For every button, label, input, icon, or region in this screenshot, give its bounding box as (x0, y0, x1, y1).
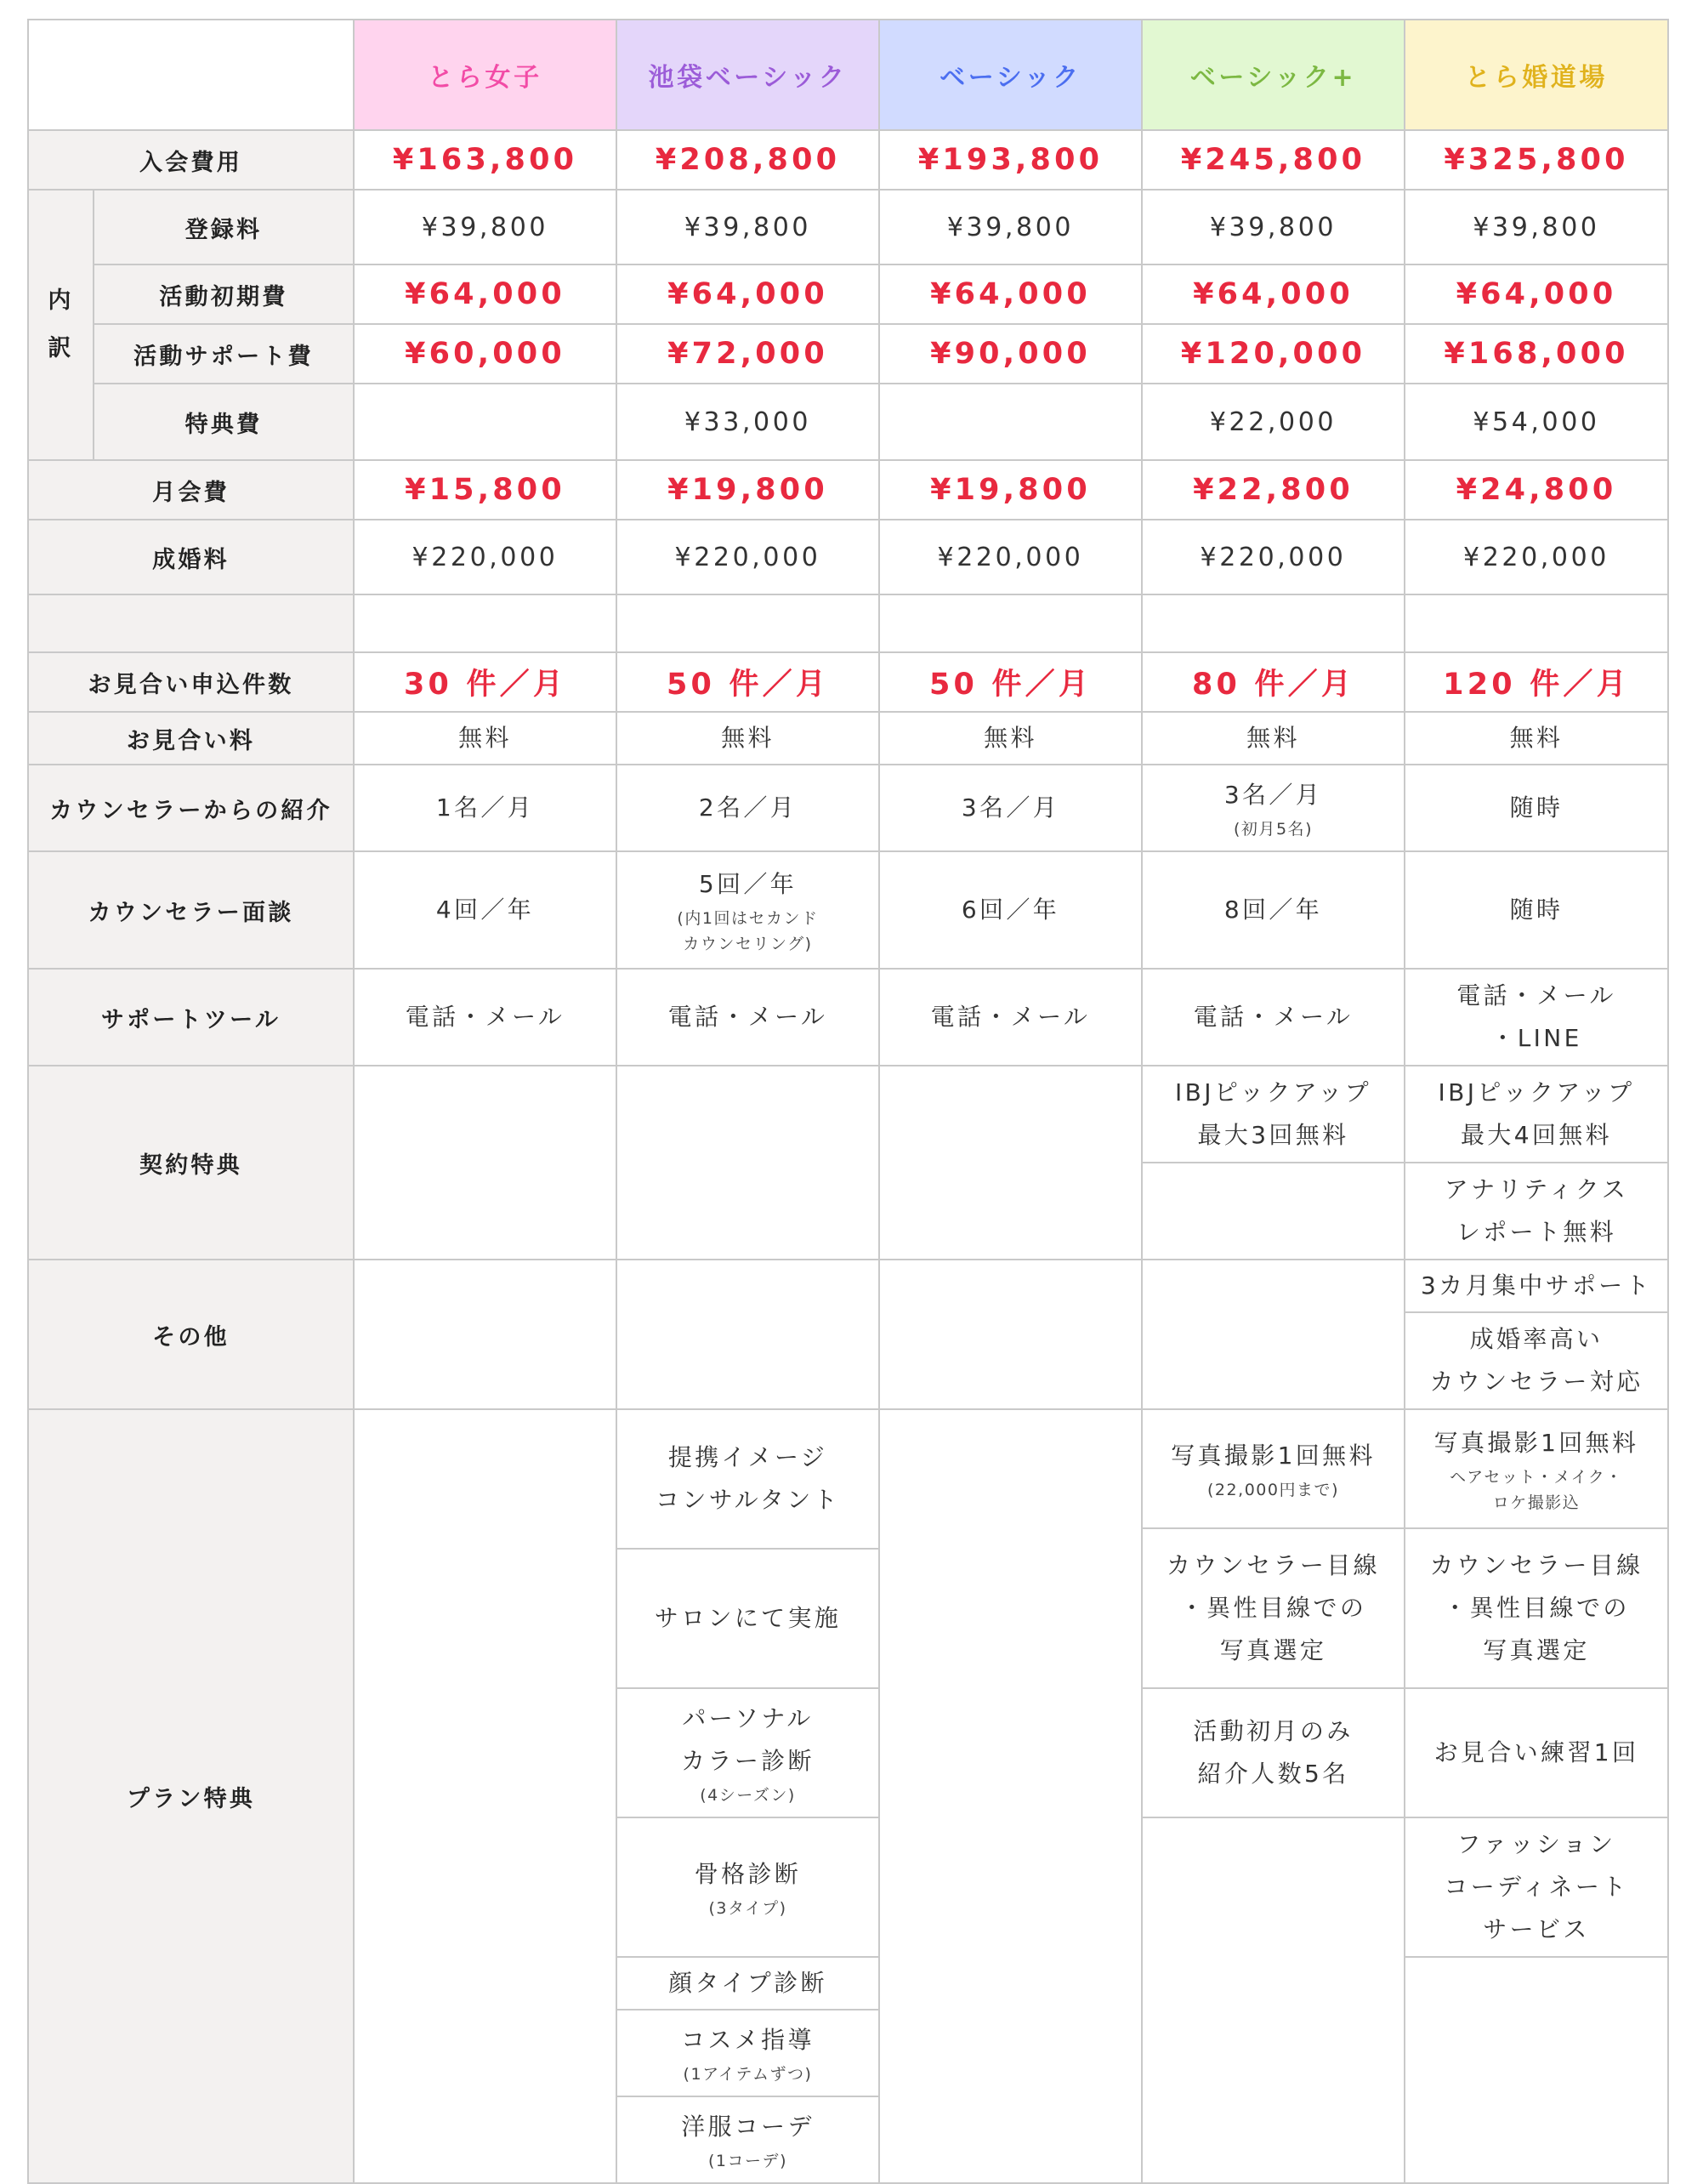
empty-cell (879, 1260, 1142, 1409)
value-cell: ¥64,000 (616, 264, 879, 324)
value-cell: ¥220,000 (1142, 520, 1405, 594)
benefit-cell (1142, 1688, 1405, 1817)
value-note: (22,000円まで) (1206, 1481, 1340, 1499)
value-text: カウンセラー目線 (1167, 1551, 1380, 1579)
benefit-cell (1405, 1312, 1668, 1409)
value-text: IBJピックアップ (1175, 1078, 1371, 1106)
value-text: 骨格診断 (694, 1860, 802, 1888)
plan-header-basic (879, 20, 1142, 130)
value-cell: ¥19,800 (616, 460, 879, 520)
benefit-cell (1142, 1528, 1405, 1688)
value-cell: 4回／年 (354, 851, 616, 969)
benefit-cell (1405, 1163, 1668, 1260)
row-registration-fee (28, 190, 1668, 264)
value-cell: 随時 (1405, 765, 1668, 851)
empty-cell (879, 1066, 1142, 1260)
value-cell: 6回／年 (879, 851, 1142, 969)
value-cell: ¥168,000 (1405, 324, 1668, 384)
row-other (28, 1260, 1668, 1312)
value-cell: ¥72,000 (616, 324, 879, 384)
value-note: (1アイテムずつ) (683, 2065, 813, 2084)
row-counselor-interview (28, 851, 1668, 969)
value-note: (3タイプ) (708, 1899, 787, 1918)
value-text: 洋服コーデ (681, 2113, 815, 2141)
row-label: 成婚料 (28, 520, 354, 594)
value-cell: ¥64,000 (1405, 264, 1668, 324)
benefit-cell (616, 1817, 879, 1957)
row-plan-benefit (28, 1409, 1668, 1528)
value-note: ロケ撮影込 (1492, 1493, 1581, 1512)
value-cell: ¥325,800 (1405, 130, 1668, 190)
value-cell: 無料 (879, 712, 1142, 765)
value-cell: 50 件／月 (616, 652, 879, 712)
value-cell: 30 件／月 (354, 652, 616, 712)
value-note: (4シーズン) (700, 1786, 796, 1805)
value-cell (879, 384, 1142, 460)
value-text: 最大3回無料 (1197, 1121, 1349, 1149)
benefit-cell (616, 2010, 879, 2096)
row-label: 活動初期費 (94, 264, 354, 324)
value-cell: 電話・メール (879, 969, 1142, 1066)
plan-name: 池袋ベーシック (648, 63, 848, 93)
benefit-cell (1405, 1817, 1668, 1957)
benefit-cell (1405, 1066, 1668, 1163)
value-cell: ¥33,000 (616, 384, 879, 460)
value-cell: ¥120,000 (1142, 324, 1405, 384)
empty-cell (879, 1409, 1142, 2183)
value-cell: ¥208,800 (616, 130, 879, 190)
row-label: お見合い料 (28, 712, 354, 765)
value-cell: ¥220,000 (879, 520, 1142, 594)
value-cell: 1名／月 (354, 765, 616, 851)
value-text: カウンセラー目線 (1429, 1551, 1643, 1579)
plan-name: とら女子 (428, 63, 542, 93)
row-omiai-applications (28, 652, 1668, 712)
value-cell: ¥163,800 (354, 130, 616, 190)
value-note: (1コーデ) (707, 2152, 788, 2170)
value-text: 活動初月のみ (1193, 1717, 1354, 1745)
value-cell (1405, 969, 1668, 1066)
value-text: アナリティクス (1444, 1175, 1629, 1203)
value-text: 写真選定 (1483, 1636, 1590, 1664)
empty-cell (616, 1260, 879, 1409)
value-cell: ¥220,000 (354, 520, 616, 594)
value-cell: ¥64,000 (1142, 264, 1405, 324)
value-cell: ¥15,800 (354, 460, 616, 520)
row-counselor-introduction (28, 765, 1668, 851)
value-cell: 2名／月 (616, 765, 879, 851)
value-text: 電話・メール (1456, 981, 1616, 1010)
value-cell: ¥19,800 (879, 460, 1142, 520)
plan-name: ベーシック+ (1189, 63, 1357, 93)
value-cell: ¥39,800 (354, 190, 616, 264)
breakdown-char: 内 (48, 287, 74, 314)
row-initial-activity-fee (28, 264, 1668, 324)
value-text: ・異性目線での (1179, 1594, 1367, 1622)
plan-name: ベーシック (940, 63, 1081, 93)
row-benefit-fee (28, 384, 1668, 460)
value-cell: 電話・メール (1142, 969, 1405, 1066)
row-label: 契約特典 (28, 1066, 354, 1260)
value-cell: ¥39,800 (879, 190, 1142, 264)
spacer-cell (1142, 594, 1405, 652)
row-contract-benefit (28, 1066, 1668, 1163)
value-cell: 無料 (616, 712, 879, 765)
benefit-cell (1405, 1528, 1668, 1688)
value-cell (354, 384, 616, 460)
value-cell: ¥22,000 (1142, 384, 1405, 460)
spacer-cell (616, 594, 879, 652)
value-text: 写真選定 (1219, 1636, 1327, 1664)
value-cell: 電話・メール (354, 969, 616, 1066)
value-text: 写真撮影1回無料 (1433, 1429, 1639, 1457)
benefit-cell: 顔タイプ診断 (616, 1957, 879, 2010)
row-label: 入会費用 (28, 130, 354, 190)
benefit-cell (616, 1409, 879, 1549)
value-cell: ¥220,000 (1405, 520, 1668, 594)
value-text: 紹介人数5名 (1197, 1760, 1349, 1788)
value-note: ヘアセット・メイク・ (1450, 1468, 1623, 1487)
value-cell (1142, 765, 1405, 851)
value-text: ファッション (1456, 1830, 1616, 1858)
empty-cell (616, 1066, 879, 1260)
value-text: ・異性目線での (1443, 1594, 1630, 1622)
value-cell: ¥245,800 (1142, 130, 1405, 190)
spacer-cell (28, 594, 354, 652)
row-marriage-fee (28, 520, 1668, 594)
row-joining-fee (28, 130, 1668, 190)
value-text: カラー診断 (681, 1747, 815, 1775)
row-support-tool (28, 969, 1668, 1066)
plan-header-ikebukuro-basic (616, 20, 879, 130)
value-cell: ¥24,800 (1405, 460, 1668, 520)
benefit-cell (1142, 1066, 1405, 1163)
value-cell: 120 件／月 (1405, 652, 1668, 712)
value-cell: ¥64,000 (354, 264, 616, 324)
value-text: IBJピックアップ (1438, 1078, 1635, 1106)
row-label: 特典費 (94, 384, 354, 460)
row-label: 月会費 (28, 460, 354, 520)
value-text: 提携イメージ (667, 1443, 828, 1471)
value-cell: ¥60,000 (354, 324, 616, 384)
value-text: 成婚率高い (1469, 1325, 1604, 1353)
value-text: 5回／年 (698, 870, 798, 898)
value-cell: ¥39,800 (1142, 190, 1405, 264)
value-text: 写真撮影1回無料 (1171, 1442, 1376, 1470)
row-omiai-fee (28, 712, 1668, 765)
benefit-cell (1405, 1409, 1668, 1528)
value-cell: 随時 (1405, 851, 1668, 969)
benefit-cell (1142, 1409, 1405, 1528)
value-cell: ¥22,800 (1142, 460, 1405, 520)
value-cell: 8回／年 (1142, 851, 1405, 969)
plan-header-basic-plus (1142, 20, 1405, 130)
value-cell: 3名／月 (879, 765, 1142, 851)
value-text: 最大4回無料 (1461, 1121, 1612, 1149)
plan-header-tora-kon-dojo (1405, 20, 1668, 130)
value-text: カウンセラー対応 (1429, 1368, 1643, 1396)
benefit-cell: サロンにて実施 (616, 1549, 879, 1688)
value-text: サービス (1483, 1915, 1590, 1943)
benefit-cell: 3カ月集中サポート (1405, 1260, 1668, 1312)
value-cell: 電話・メール (616, 969, 879, 1066)
row-label: その他 (28, 1260, 354, 1409)
empty-cell (354, 1260, 616, 1409)
value-cell: 50 件／月 (879, 652, 1142, 712)
value-text: パーソナル (682, 1704, 814, 1732)
value-cell: 無料 (354, 712, 616, 765)
row-label: 登録料 (94, 190, 354, 264)
empty-cell (1142, 1260, 1405, 1409)
row-label: 活動サポート費 (94, 324, 354, 384)
value-cell: ¥90,000 (879, 324, 1142, 384)
value-cell (616, 851, 879, 969)
row-label: カウンセラーからの紹介 (28, 765, 354, 851)
spacer-cell (1405, 594, 1668, 652)
row-spacer (28, 594, 1668, 652)
value-cell: 無料 (1142, 712, 1405, 765)
value-cell: 無料 (1405, 712, 1668, 765)
plan-comparison-table (27, 19, 1669, 2184)
value-note: (内1回はセカンド (677, 909, 819, 928)
plan-header-row (28, 20, 1668, 130)
benefit-cell: お見合い練習1回 (1405, 1688, 1668, 1817)
plan-name: とら婚道場 (1465, 63, 1608, 93)
value-note: (初月5名) (1233, 820, 1314, 839)
empty-cell (1142, 1817, 1405, 2183)
value-text: コンサルタント (655, 1486, 840, 1514)
value-text: コーディネート (1444, 1873, 1629, 1901)
value-note: カウンセリング) (683, 935, 813, 953)
value-text: レポート無料 (1456, 1218, 1617, 1246)
value-text: ・LINE (1490, 1024, 1582, 1052)
value-cell: ¥39,800 (616, 190, 879, 264)
value-cell: 80 件／月 (1142, 652, 1405, 712)
empty-cell (354, 1409, 616, 2183)
spacer-cell (354, 594, 616, 652)
spacer-cell (879, 594, 1142, 652)
row-label: カウンセラー面談 (28, 851, 354, 969)
breakdown-label (28, 190, 94, 460)
empty-cell (1405, 1957, 1668, 2183)
value-cell: ¥54,000 (1405, 384, 1668, 460)
header-corner-cell (28, 20, 354, 130)
row-label: お見合い申込件数 (28, 652, 354, 712)
plan-header-tora-joshi (354, 20, 616, 130)
value-cell: ¥64,000 (879, 264, 1142, 324)
value-cell: ¥39,800 (1405, 190, 1668, 264)
breakdown-char: 訳 (48, 335, 74, 361)
empty-cell (354, 1066, 616, 1260)
value-text: 3名／月 (1223, 781, 1323, 809)
row-activity-support-fee (28, 324, 1668, 384)
row-monthly-fee (28, 460, 1668, 520)
row-label: サポートツール (28, 969, 354, 1066)
benefit-cell (616, 2096, 879, 2183)
row-label: プラン特典 (28, 1409, 354, 2183)
empty-cell (1142, 1163, 1405, 1260)
value-cell: ¥220,000 (616, 520, 879, 594)
benefit-cell (616, 1688, 879, 1817)
value-cell: ¥193,800 (879, 130, 1142, 190)
value-text: コスメ指導 (681, 2026, 815, 2054)
